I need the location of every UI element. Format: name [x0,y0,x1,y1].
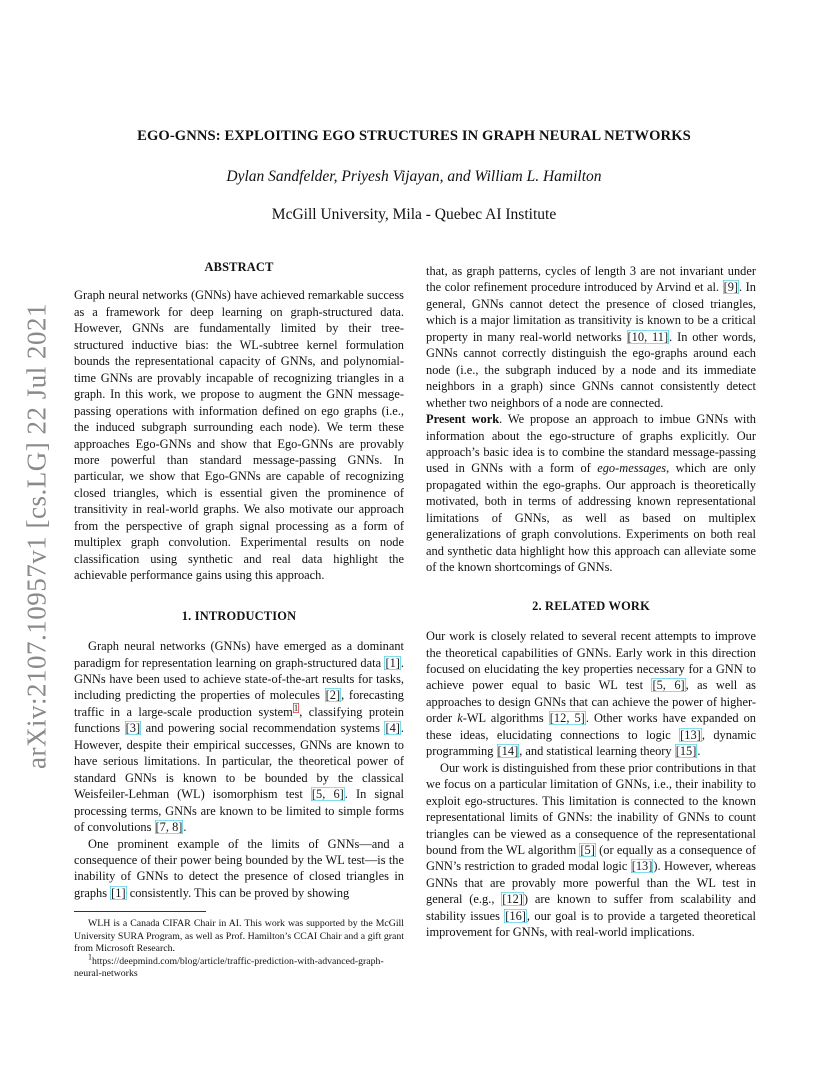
citation-link[interactable]: [3] [125,721,141,736]
citation-link[interactable]: [9] [723,280,739,295]
footnote-1-mark: 1 [88,952,92,962]
citation-link[interactable]: [2] [325,688,341,703]
ego-messages-term: ego-messages [597,461,667,476]
citation-link[interactable]: [5] [580,842,595,857]
arxiv-identifier-stamp: arXiv:2107.10957v1 [cs.LG] 22 Jul 2021 [21,303,52,769]
citation-link[interactable]: [1] [385,655,400,670]
citation-link[interactable]: [14] [497,744,519,759]
footnote-acknowledgement: WLH is a Canada CIFAR Chair in AI. This work was supported by the McGill University SURA Program, as well as Prof. Hamilton’s CCAI Chair and a gift grant from Microsoft Research. [74,918,404,955]
citation-link[interactable]: [15] [675,744,697,759]
citation-link[interactable]: [7, 8] [155,820,183,835]
abstract-heading: ABSTRACT [204,260,274,274]
citation-link[interactable]: [5, 6] [311,787,344,802]
paper-title: EGO-GNNS: EXPLOITING EGO STRUCTURES IN GRAPH NEURAL NETWORKS [137,128,691,144]
related-paragraph-2: Our work is distinguished from these prior contributions in that we focus on a particular limitation of GNNs, i.e., their inability to exploit ego-structures. This limitation is connected to the known representational limits of GNNs: the inability of GNNs to count triangles can be viewed as a consequence of the representational bound from the WL algorithm [5] (or equally as a consequence of GNN’s restriction to graded modal logic [13]). However, whereas GNNs that are provably more powerful than the WL test in general (e.g., [12]) are known to suffer from scalability and stability issues [16], our goal is to provide a targeted theoretical improvement for GNNs, with real-world implications. [426,760,756,940]
related-work-heading: 2. RELATED WORK [532,598,650,613]
paper-affiliation: McGill University, Mila - Quebec AI Institute [271,206,557,223]
intro-paragraph-2: One prominent example of the limits of GNNs—and a consequence of their power being bounded by the WL test—is the inability of GNNs to detect the presence of closed triangles in graphs [1] consistently. This can be proved by showing [74,836,404,900]
citation-link[interactable]: [12, 5] [549,711,585,726]
related-paragraph-1: Our work is closely related to several recent attempts to improve the theoretical capabilities of GNNs. Early work in this direction focused on elucidating the key properties necessary for a GNN to achieve power equal to basic WL test [5, 6], as well as approaches to design GNNs that can achieve the power of higher-order k-WL algorithms [12, 5]. Other works have expanded on these ideas, elucidating connections to logic [13], dynamic programming [14], and statistical learning theory [15]. [426,629,757,759]
citation-link[interactable]: [10, 11] [627,329,669,344]
intro-paragraph-3: that, as graph patterns, cycles of length 3 are not invariant under the color refinement procedure introduced by Arvind et al. [9]. In general, GNNs cannot detect the presence of closed triangles, which is a major limitation as transitivity is known to be a critical property in many real-world networks [10, 11]. In other words, GNNs cannot correctly distinguish the ego-graphs around each node (i.e., the subgraph induced by a node and its immediate neighbors in a graph) since GNNs cannot consistently detect whether two neighbors of a node are connected. [426,264,756,410]
footnote-divider [74,911,206,912]
citation-link[interactable]: [13] [680,727,701,742]
citation-link[interactable]: [13] [631,859,653,874]
present-work-label: Present work [426,412,500,427]
citation-link[interactable]: [1] [111,885,126,900]
present-work-paragraph: Present work. We propose an approach to imbue GNNs with information about the ego-structure of graphs explicitly. Our approach’s basic idea is to combine the standard message-passing used in GNNs with a form of ego-messages, which are only propagated within the ego-graphs. Our approach is theoretically motivated, both in terms of addressing known representational limitations of GNNs, as well as based on multiplex generalizations of graph convolutions. Experiments on both real and synthetic data highlight how this approach can alleviate some of the known shortcomings of GNNs. [426,412,756,575]
introduction-heading: 1. INTRODUCTION [181,608,297,623]
left-column [74,259,404,981]
footnote-link[interactable]: 1 [293,702,299,713]
abstract-text: Graph neural networks (GNNs) have achieved remarkable success as a framework for deep learning on graph-structured data. However, GNNs are fundamentally limited by their tree-structured inductive bias: the WL-subtree kernel formulation bounds the representational capacity of GNNs, and polynomial-time GNNs are provably incapable of recognizing triangles in a graph. In this work, we propose to augment the GNN message-passing operations with information defined on ego graphs (i.e., the induced subgraph surrounding each node). We term these approaches Ego-GNNs and show that Ego-GNNs are provably more powerful than standard message-passing GNNs. In particular, we show that Ego-GNNs are capable of recognizing closed triangles, which is essential given the prominence of transitivity in real-world graphs. We also motivate our approach from the perspective of graph signal processing as a form of multiplex graph convolution. Experimental results on node classification using synthetic and real data highlight the achievable performance gains using this approach. [74,288,404,583]
footnote-1-url[interactable]: https://deepmind.com/blog/article/traffic-prediction-with-advanced-graph-neural-networks [74,955,384,980]
citation-link[interactable]: [12] [502,892,523,907]
citation-link[interactable]: [5, 6] [652,678,685,693]
paper-authors: Dylan Sandfelder, Priyesh Vijayan, and William L. Hamilton [226,168,602,185]
citation-link[interactable]: [16] [505,908,526,923]
footnotes [74,918,404,981]
footnote-1 [74,952,404,981]
intro-paragraph-1: Graph neural networks (GNNs) have emerged as a dominant paradigm for representation learning on graph-structured data [1]. GNNs have been used to achieve state-of-the-art results for tasks, including predicting the properties of molecules [2], forecasting traffic in a large-scale production system$^1$, classifying protein functions [3] and powering social recommendation systems [4]. However, despite their empirical successes, GNNs are known to have serious limitations. In particular, the theoretical power of standard GNNs is known to be bounded by the classical Weisfeiler-Lehman (WL) isomorphism test [5, 6]. In signal processing terms, GNNs are known to be limited to simple forms of convolutions [7, 8]. [74,639,404,835]
citation-link[interactable]: [4] [385,721,400,736]
right-column [426,263,756,941]
